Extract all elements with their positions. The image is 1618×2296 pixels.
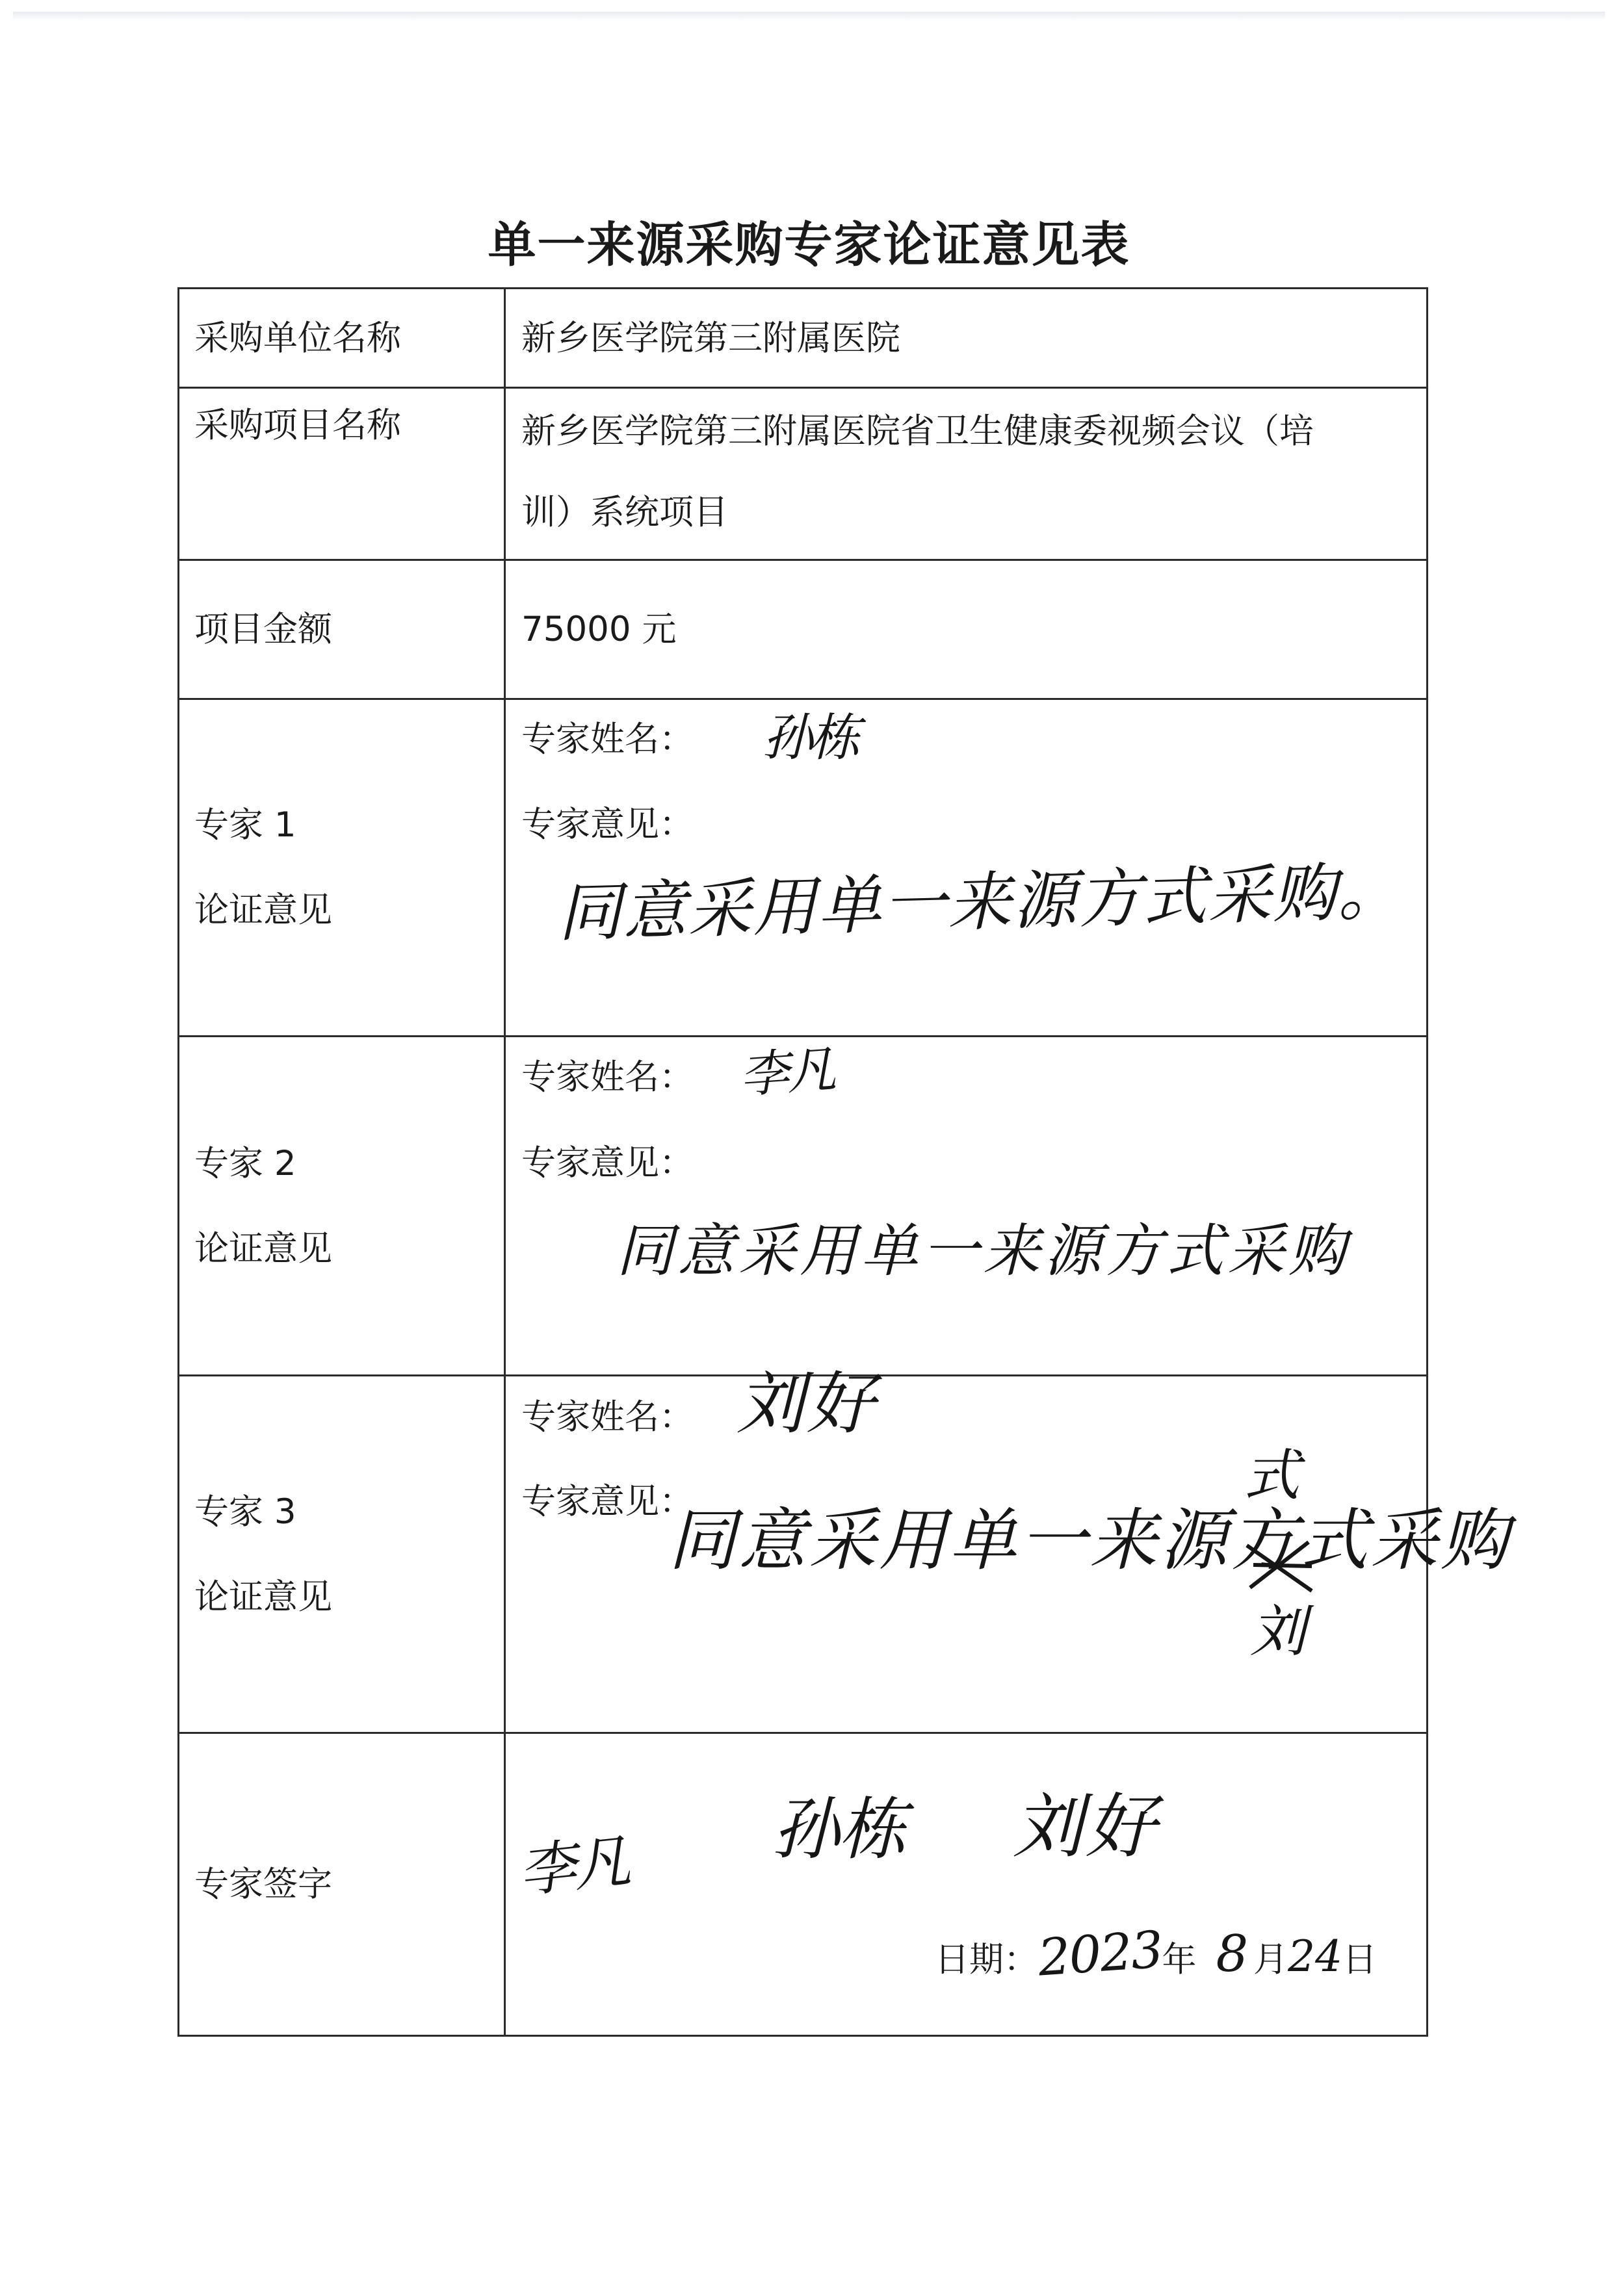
expert-2-opinion-label: 专家意见： — [521, 1143, 694, 1183]
form-title: 单一来源采购专家论证意见表 — [488, 217, 1130, 273]
expert-3-opinion-handwriting: 同意采用单一来源方式采购 — [668, 1501, 1511, 1580]
expert-1-label-line-2: 论证意见 — [194, 890, 332, 930]
expert-3-correction-top: 式 — [1244, 1443, 1299, 1508]
project-amount-value: 75000 元 — [505, 560, 1428, 699]
row-expert-1 — [179, 699, 1428, 1037]
date-day-handwriting: 24 — [1288, 1931, 1343, 1981]
expert-signatures-label: 专家签字 — [179, 1733, 505, 2036]
signature-expert-1: 孙栋 — [772, 1790, 906, 1869]
expert-2-label-line-1: 专家 2 — [194, 1143, 296, 1183]
row-purchasing-unit — [179, 289, 1428, 388]
signature-date — [935, 1920, 1377, 1988]
expert-1-opinion-cell — [505, 699, 1428, 1037]
project-name-line-1: 新乡医学院第三附属医院省卫生健康委视频会议（培 — [521, 411, 1314, 451]
expert-3-label-line-2: 论证意见 — [194, 1577, 332, 1617]
expert-opinion-form — [177, 287, 1511, 2037]
signature-expert-2: 李凡 — [515, 1827, 631, 1905]
row-expert-signatures — [179, 1733, 1428, 2036]
row-project-amount — [179, 560, 1428, 699]
expert-1-label — [179, 699, 505, 1037]
project-amount-label: 项目金额 — [179, 560, 505, 699]
purchasing-unit-value: 新乡医学院第三附属医院 — [505, 289, 1428, 388]
signature-expert-3: 刘好 — [1013, 1786, 1159, 1868]
expert-1-opinion-handwriting: 同意采用单一来源方式采购。 — [556, 854, 1404, 951]
project-name-value — [505, 388, 1428, 560]
expert-3-name-handwriting: 刘好 — [737, 1364, 878, 1443]
project-name-label: 采购项目名称 — [179, 388, 505, 560]
expert-1-name-handwriting: 孙栋 — [763, 709, 857, 767]
date-label: 日期： — [935, 1940, 1038, 1980]
project-name-line-2: 训）系统项目 — [521, 493, 728, 532]
row-expert-3 — [179, 1376, 1428, 1733]
expert-3-name-label: 专家姓名： — [521, 1397, 694, 1437]
expert-3-label — [179, 1376, 505, 1733]
expert-2-name-handwriting: 李凡 — [738, 1040, 835, 1104]
date-year-char: 年 — [1162, 1940, 1197, 1980]
expert-2-opinion-handwriting: 同意采用单一来源方式采购 — [616, 1217, 1350, 1284]
purchasing-unit-label: 采购单位名称 — [179, 289, 505, 388]
expert-3-label-line-1: 专家 3 — [194, 1491, 296, 1532]
expert-3-strikeout-mark — [1240, 1526, 1318, 1610]
row-expert-2 — [179, 1037, 1428, 1376]
expert-3-correction-initial: 刘 — [1250, 1599, 1306, 1664]
date-day-char: 日 — [1342, 1940, 1377, 1980]
expert-1-opinion-label: 专家意见： — [521, 805, 694, 844]
expert-1-label-line-1: 专家 1 — [194, 805, 296, 845]
scan-edge — [13, 12, 1605, 21]
date-month-char: 月 — [1253, 1940, 1288, 1980]
expert-3-opinion-cell — [505, 1364, 1511, 1733]
expert-signatures-cell — [505, 1733, 1428, 2036]
expert-1-name-label: 专家姓名： — [521, 719, 694, 759]
expert-2-label — [179, 1037, 505, 1376]
date-year-handwriting: 2023 — [1036, 1920, 1164, 1988]
expert-2-name-label: 专家姓名： — [521, 1057, 694, 1097]
expert-2-opinion-cell — [505, 1037, 1428, 1376]
date-month-handwriting: 8 — [1216, 1925, 1249, 1983]
row-project-name — [179, 388, 1428, 560]
expert-2-label-line-2: 论证意见 — [194, 1228, 332, 1269]
expert-3-opinion-label: 专家意见： — [521, 1482, 694, 1521]
